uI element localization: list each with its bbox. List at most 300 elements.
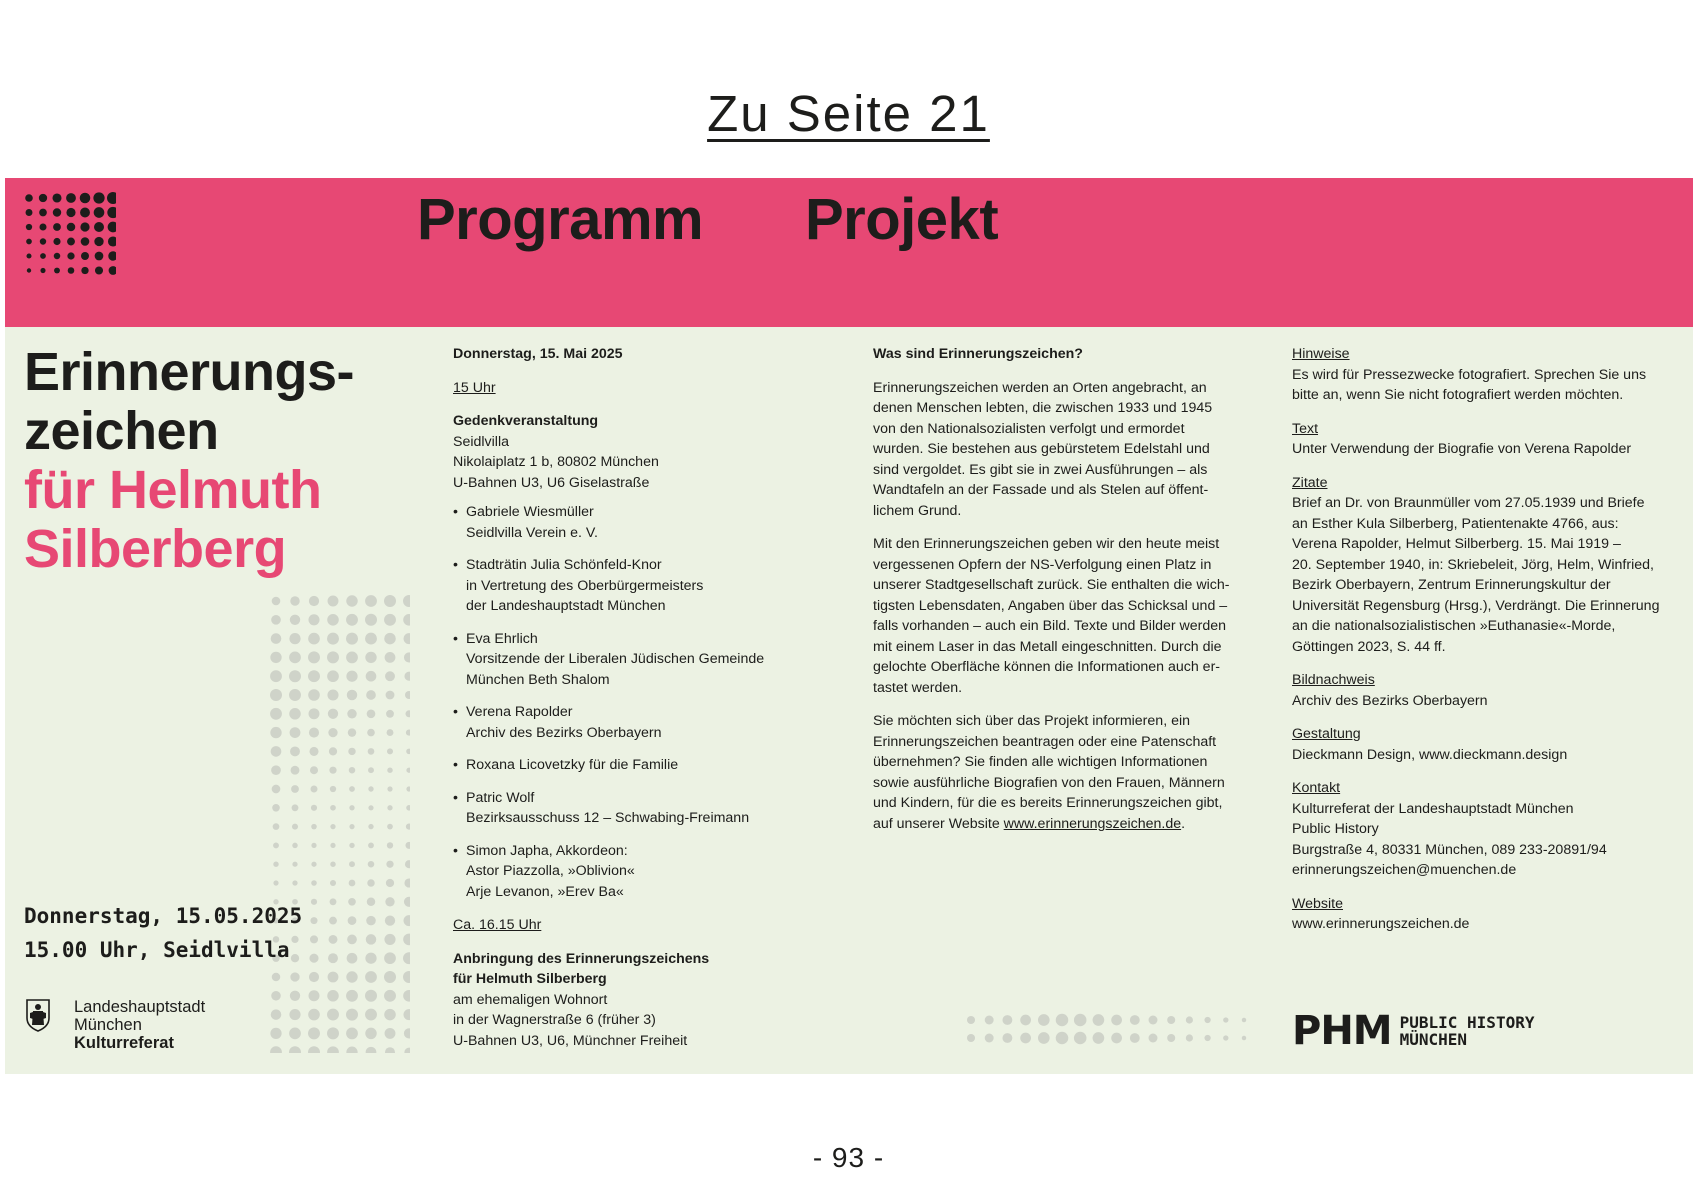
decorative-dot <box>330 843 335 848</box>
decorative-dot <box>327 633 339 645</box>
decorative-dot <box>347 690 357 700</box>
info-text-hinweise: bitte an, wenn Sie nicht fotografiert werden möchten. <box>1292 387 1624 403</box>
decorative-dot <box>387 842 393 848</box>
decorative-dot <box>366 690 376 700</box>
decorative-dot <box>107 192 116 204</box>
decorative-dot <box>1130 1015 1140 1025</box>
decorative-dot <box>291 766 300 775</box>
decorative-dot <box>349 786 355 792</box>
decorative-dot <box>329 767 336 774</box>
decorative-dot <box>406 730 410 736</box>
decorative-dot <box>308 633 320 645</box>
paragraph-line: vergessenen Opfern der NS-Verfolgung einen Platz in <box>873 556 1212 573</box>
decorative-dot <box>406 823 410 829</box>
decorative-dot <box>66 193 76 203</box>
decorative-dot <box>67 252 74 259</box>
info-text-zitate: Universität Regensburg (Hrsg.), Verdrängt. Die Erinnerung <box>1292 597 1660 614</box>
decorative-dot <box>403 595 410 607</box>
decorative-dot-grid <box>270 593 410 1053</box>
decorative-dot <box>40 253 46 259</box>
decorative-dot <box>40 238 46 244</box>
decorative-dot <box>272 597 281 606</box>
speaker-line: • Patric Wolf <box>466 789 535 806</box>
info-text-hinweise: Es wird für Pressezwecke fotografiert. Sprechen Sie uns <box>1292 366 1647 383</box>
decorative-dot <box>271 615 281 625</box>
decorative-dot <box>404 652 410 662</box>
paragraph-line: falls vorhanden – auch ein Bild. Texte und Bilder werden <box>873 618 1227 634</box>
decorative-dot <box>347 935 357 945</box>
decorative-dot <box>327 670 339 682</box>
decorative-dot <box>1130 1033 1140 1043</box>
speaker-item <box>453 841 813 903</box>
decorative-dot <box>26 239 32 245</box>
decorative-dot <box>346 1009 358 1021</box>
decorative-dot <box>384 595 396 607</box>
info-text-zitate: an Esther Kula Silberberg, Patientenakte 4766, aus: <box>1292 515 1619 532</box>
info-text-zitate: Bezirk Oberbayern, Zentrum Erinnerungskultur der <box>1292 577 1611 593</box>
decorative-dot <box>80 222 89 231</box>
decorative-dot <box>365 614 377 626</box>
decorative-dot <box>311 824 317 830</box>
munich-coat-of-arms-icon <box>25 998 51 1032</box>
website-link[interactable]: www.erinnerungszeichen.de <box>1003 815 1182 832</box>
decorative-dot <box>406 805 410 811</box>
decorative-dot <box>81 252 89 260</box>
decorative-dot <box>310 785 317 792</box>
decorative-dot <box>311 805 317 811</box>
decorative-dot <box>308 1027 320 1039</box>
decorative-dot <box>1149 1016 1158 1025</box>
decorative-dot <box>308 651 320 663</box>
header-band <box>5 178 1693 327</box>
decorative-dot <box>289 633 300 644</box>
decorative-dot <box>107 207 116 218</box>
speaker-line: • Gabriele Wiesmüller <box>466 504 594 520</box>
decorative-dot <box>346 971 357 982</box>
decorative-dot <box>292 824 298 830</box>
projekt-paragraph-2 <box>873 534 1263 698</box>
projekt-paragraph-3-last-line <box>873 814 1263 835</box>
decorative-dot <box>387 767 392 772</box>
speaker-line: Archiv des Bezirks Oberbayern <box>466 724 662 741</box>
decorative-dot-row <box>963 1010 1253 1050</box>
decorative-dot <box>985 1034 994 1043</box>
decorative-dot <box>406 768 410 773</box>
paragraph-line: sowie ausführliche Biografien von den Frauen, Männern <box>873 774 1225 791</box>
decorative-dot <box>273 842 279 848</box>
speaker-line: • Stadträtin Julia Schönfeld-Knor <box>466 557 662 573</box>
decorative-dot <box>40 268 45 273</box>
paragraph-line: Erinnerungszeichen werden an Orten angebracht, an <box>873 379 1207 396</box>
decorative-dot <box>270 652 281 663</box>
decorative-dot <box>384 614 396 626</box>
info-text-kontakt: Burgstraße 4, 80331 München, 089 233-20891/94 <box>1292 841 1607 858</box>
info-text-zitate: 20. September 1940, in: Skriebeleit, Jörg, Helm, Winfried, <box>1292 556 1654 573</box>
decorative-dot <box>273 862 278 867</box>
decorative-dot <box>1038 1032 1050 1044</box>
speaker-line: der Landeshauptstadt München <box>466 598 666 614</box>
decorative-dot <box>26 224 32 230</box>
programm-time-1: 15 Uhr <box>453 379 496 396</box>
speaker-item <box>453 788 813 829</box>
decorative-dot <box>328 596 339 607</box>
paragraph-line: übernehmen? Sie finden alle wichtigen Informationen <box>873 754 1208 770</box>
decorative-dot <box>385 915 395 925</box>
title-line-highlight: für Helmuth <box>24 460 322 520</box>
decorative-dot <box>289 670 301 682</box>
decorative-dot <box>327 1046 339 1053</box>
decorative-dot <box>327 1027 339 1039</box>
info-text-kontakt: erinnerungszeichen@muenchen.de <box>1292 862 1517 878</box>
decorative-dot <box>405 691 410 699</box>
phm-logo <box>1292 1008 1535 1054</box>
decorative-dot <box>310 935 318 943</box>
decorative-dot <box>310 917 317 924</box>
decorative-dot <box>367 879 374 886</box>
decorative-dot <box>387 786 392 791</box>
programm-heading: Programm <box>417 187 704 252</box>
decorative-dot <box>290 615 300 625</box>
speaker-item <box>453 702 813 743</box>
paragraph-line: und Kindern, für die es bereits Erinnerungszeichen gibt, <box>873 795 1223 811</box>
paragraph-line: unserer Stadtgesellschaft zurück. Sie enthalten die wich- <box>873 577 1230 593</box>
paragraph-line: wurden. Sie bestehen aus gebürstetem Edelstahl und <box>873 441 1210 457</box>
decorative-dot <box>290 991 300 1001</box>
speaker-line: München Beth Shalom <box>466 671 610 688</box>
decorative-dot <box>273 823 280 830</box>
decorative-dot <box>347 953 358 964</box>
decorative-dot <box>387 729 394 736</box>
info-text-kontakt: Kulturreferat der Landeshauptstadt München <box>1292 800 1574 817</box>
decorative-dot <box>93 192 104 203</box>
decorative-dot <box>346 990 358 1002</box>
decorative-dot <box>405 842 410 849</box>
paragraph-line: Erinnerungszeichen beantragen oder eine Patenschaft <box>873 733 1217 750</box>
decorative-dot <box>328 972 339 983</box>
decorative-dot <box>1204 1035 1210 1041</box>
decorative-dot <box>308 689 320 701</box>
decorative-dot <box>53 208 61 216</box>
decorative-dot <box>66 208 75 217</box>
decorative-dot <box>346 1047 357 1053</box>
decorative-dot <box>292 880 297 885</box>
info-label-zitate: Zitate <box>1292 474 1328 491</box>
decorative-dot <box>311 899 317 905</box>
decorative-dot <box>289 1046 301 1053</box>
decorative-dot <box>271 1009 281 1019</box>
decorative-dot <box>67 238 75 246</box>
decorative-dot <box>272 785 281 794</box>
event-2-line: am ehemaligen Wohnort <box>453 991 608 1008</box>
decorative-dot <box>404 897 410 907</box>
decorative-dot <box>95 266 103 274</box>
decorative-dot <box>368 748 375 755</box>
decorative-dot <box>1111 1033 1122 1044</box>
decorative-dot <box>68 267 75 274</box>
decorative-dot <box>1242 1036 1246 1040</box>
decorative-dot <box>330 805 336 811</box>
decorative-dot <box>311 880 317 886</box>
decorative-dot <box>39 223 46 230</box>
decorative-dot <box>54 268 60 274</box>
paragraph-line: tigsten Lebensdaten, Angaben über das Schicksal und – <box>873 597 1228 614</box>
event-2-line: U-Bahnen U3, U6, Münchner Freiheit <box>453 1032 688 1049</box>
decorative-dot <box>365 652 376 663</box>
decorative-dot <box>271 633 282 644</box>
city-logo <box>25 998 205 1052</box>
decorative-dot <box>367 898 375 906</box>
decorative-dot <box>1223 1035 1228 1040</box>
decorative-dot <box>289 652 301 664</box>
speaker-item <box>453 555 813 617</box>
decorative-dot <box>1074 1014 1087 1027</box>
decorative-dot <box>366 916 376 926</box>
decorative-dot <box>330 861 335 866</box>
decorative-dot <box>109 266 116 275</box>
decorative-dot <box>67 223 76 232</box>
info-text-bildnachweis: Archiv des Bezirks Oberbayern <box>1292 692 1488 709</box>
paragraph-line: Mit den Erinnerungszeichen geben wir den heute meist <box>873 536 1220 552</box>
decorative-dot <box>403 952 410 964</box>
decorative-dot <box>406 786 410 791</box>
title-line-highlight: Silberberg <box>24 519 287 579</box>
speaker-line: • Eva Ehrlich <box>466 630 538 647</box>
info-label-text: Text <box>1292 420 1319 437</box>
phm-logo-line: PUBLIC HISTORY <box>1399 1013 1535 1032</box>
decorative-dot <box>327 1009 339 1021</box>
speaker-line: in Vertretung des Oberbürgermeisters <box>466 577 704 594</box>
decorative-dot <box>271 746 282 757</box>
decorative-dot <box>308 614 319 625</box>
decorative-dot <box>270 670 282 682</box>
decorative-dot <box>403 990 410 1002</box>
speaker-line: Seidlvilla Verein e. V. <box>466 524 598 541</box>
decorative-dot <box>1204 1017 1210 1023</box>
decorative-dot <box>346 1027 358 1039</box>
decorative-dot <box>385 671 395 681</box>
decorative-dot <box>271 765 281 775</box>
decorative-dot <box>308 1009 320 1021</box>
decorative-dot <box>349 767 355 773</box>
info-text-website: www.erinnerungszeichen.de <box>1292 916 1470 932</box>
page-header: Zu Seite 21 <box>707 85 990 142</box>
decorative-dot <box>404 878 410 887</box>
decorative-dot <box>270 1046 282 1053</box>
decorative-dot <box>272 804 280 812</box>
decorative-dot <box>39 194 47 202</box>
event-1-title: Gedenkveranstaltung <box>453 413 599 429</box>
decorative-dot <box>1020 1015 1031 1026</box>
decorative-dot <box>309 596 319 606</box>
info-text-zitate: Brief an Dr. von Braunmüller vom 27.05.1939 und Briefe <box>1292 495 1645 511</box>
projekt-heading: Projekt <box>805 187 999 252</box>
decorative-dot <box>39 209 47 217</box>
info-text-zitate: an die nationalsozialistischen »Euthanasie«-Morde, <box>1292 618 1616 634</box>
event-date-block <box>24 899 302 967</box>
speakers-list <box>453 502 813 902</box>
decorative-dot <box>384 633 395 644</box>
decorative-dot <box>1186 1016 1193 1023</box>
decorative-dot <box>54 253 61 260</box>
decorative-dot <box>327 614 339 626</box>
decorative-dot <box>53 223 61 231</box>
decorative-dot <box>349 843 354 848</box>
decorative-dot <box>94 207 105 218</box>
decorative-dot <box>346 652 358 664</box>
speaker-line: • Roxana Licovetzky für die Familie <box>466 757 679 773</box>
decorative-dot <box>309 728 319 738</box>
decorative-dot <box>290 746 300 756</box>
event-date: Donnerstag, 15.05.2025 <box>24 904 303 928</box>
decorative-dot <box>967 1016 975 1024</box>
paragraph-line: von den Nationalsozialisten verfolgt und ermordet <box>873 420 1185 437</box>
programm-time-2: Ca. 16.15 Uhr <box>453 917 542 933</box>
decorative-dot <box>292 804 299 811</box>
decorative-dot <box>385 1047 395 1053</box>
decorative-dot <box>404 1048 410 1053</box>
event-1-address: Nikolaiplatz 1 b, 80802 München <box>453 454 659 470</box>
projekt-paragraph-1 <box>873 378 1263 522</box>
city-logo-line: Landeshauptstadt <box>74 998 206 1016</box>
decorative-dot <box>365 1028 376 1039</box>
phm-logo-mark: PHM <box>1292 1008 1392 1054</box>
decorative-dot <box>403 1009 410 1020</box>
decorative-dot <box>366 934 376 944</box>
decorative-dot <box>52 193 61 202</box>
decorative-dot <box>404 672 410 681</box>
speaker-line: Arje Levanon, »Erev Ba« <box>466 883 624 900</box>
info-label-hinweise: Hinweise <box>1292 346 1350 362</box>
decorative-dot <box>108 251 116 260</box>
paragraph-line: sind vergoldet. Es gibt sie in zwei Ausführungen – als <box>873 461 1208 478</box>
decorative-dot <box>405 710 410 717</box>
decorative-dot <box>368 861 375 868</box>
decorative-dot <box>328 728 337 737</box>
decorative-dot <box>384 952 396 964</box>
decorative-dot <box>365 1009 377 1021</box>
decorative-dot <box>308 1046 320 1053</box>
text-fragment: . <box>1181 815 1186 832</box>
decorative-dot <box>329 747 337 755</box>
decorative-dot <box>367 709 376 718</box>
decorative-dot <box>329 935 338 944</box>
speaker-line: Astor Piazzolla, »Oblivion« <box>466 863 635 879</box>
event-time-place: 15.00 Uhr, Seidlvilla <box>24 938 290 962</box>
decorative-dot <box>1074 1032 1087 1045</box>
speaker-line: Bezirksausschuss 12 – Schwabing-Freimann <box>466 810 750 826</box>
decorative-dot <box>328 953 338 963</box>
info-text-text: Unter Verwendung der Biografie von Verena Rapolder <box>1292 441 1632 457</box>
decorative-dot <box>1093 1014 1105 1026</box>
decorative-dot <box>1111 1015 1122 1026</box>
decorative-dot <box>365 633 377 645</box>
decorative-dot <box>273 880 278 885</box>
decorative-dot <box>271 991 281 1001</box>
decorative-dot <box>349 824 354 829</box>
paragraph-line: Wandtafeln an der Fassade und als Stelen auf öffent- <box>873 482 1209 498</box>
speaker-line: • Simon Japha, Akkordeon: <box>466 842 628 859</box>
info-label-kontakt: Kontakt <box>1292 780 1341 796</box>
decorative-dot <box>366 1047 377 1053</box>
decorative-dot <box>290 596 299 605</box>
decorative-dot <box>384 1009 396 1021</box>
decorative-dot <box>292 843 297 848</box>
decorative-dot <box>289 1028 301 1040</box>
decorative-dot <box>1020 1033 1031 1044</box>
dot-pattern-logo <box>21 190 116 280</box>
decorative-dot <box>403 971 410 983</box>
decorative-dot <box>385 897 394 906</box>
decorative-dot <box>270 727 281 738</box>
decorative-dot <box>368 824 373 829</box>
decorative-dot <box>386 879 394 887</box>
decorative-dot <box>309 972 319 982</box>
decorative-dot <box>385 652 396 663</box>
event-2-line: in der Wagnerstraße 6 (früher 3) <box>453 1012 656 1028</box>
decorative-dot <box>368 786 373 791</box>
decorative-dot <box>25 194 33 202</box>
decorative-dot <box>365 990 377 1002</box>
decorative-dot <box>330 880 336 886</box>
decorative-dot <box>386 710 394 718</box>
decorative-dot <box>80 193 91 204</box>
decorative-dot <box>1093 1032 1105 1044</box>
event-2-title: Anbringung des Erinnerungszeichens <box>453 950 710 967</box>
decorative-dot <box>330 824 335 829</box>
paragraph-line: Sie möchten sich über das Projekt informieren, ein <box>873 713 1191 729</box>
decorative-dot <box>403 934 410 946</box>
paragraph-line: denen Menschen lebten, die zwischen 1933 und 1945 <box>873 400 1213 416</box>
decorative-dot <box>108 222 116 233</box>
decorative-dot <box>386 861 393 868</box>
event-2-title: für Helmuth Silberberg <box>453 971 607 987</box>
info-label-gestaltung: Gestaltung <box>1292 726 1361 742</box>
decorative-dot <box>403 614 410 626</box>
decorative-dot <box>26 209 33 216</box>
speaker-item <box>453 629 813 691</box>
decorative-dot <box>272 973 280 981</box>
decorative-dot <box>405 860 410 868</box>
speaker-line: • Verena Rapolder <box>466 704 573 720</box>
decorative-dot <box>349 805 354 810</box>
decorative-dot <box>1056 1014 1069 1027</box>
decorative-dot <box>365 971 377 983</box>
decorative-dot <box>384 934 395 945</box>
city-logo-department: Kulturreferat <box>74 1034 174 1052</box>
decorative-dot <box>108 236 116 246</box>
decorative-dot <box>94 237 103 246</box>
decorative-dot <box>1038 1014 1050 1026</box>
decorative-dot <box>289 689 301 701</box>
decorative-dot <box>53 238 60 245</box>
decorative-dot <box>310 766 318 774</box>
decorative-dot <box>80 208 90 218</box>
decorative-dot <box>346 671 357 682</box>
decorative-dot <box>289 708 300 719</box>
decorative-dot <box>95 252 104 261</box>
decorative-dot <box>367 729 375 737</box>
decorative-dot <box>270 708 282 720</box>
decorative-dot <box>1167 1016 1175 1024</box>
decorative-dot <box>327 651 339 663</box>
info-text-gestaltung: Dieckmann Design, www.dieckmann.design <box>1292 746 1568 763</box>
event-title <box>24 343 354 579</box>
decorative-dot <box>291 785 299 793</box>
decorative-dot <box>349 880 356 887</box>
decorative-dot <box>327 689 338 700</box>
decorative-dot <box>346 595 357 606</box>
decorative-dot <box>348 916 357 925</box>
